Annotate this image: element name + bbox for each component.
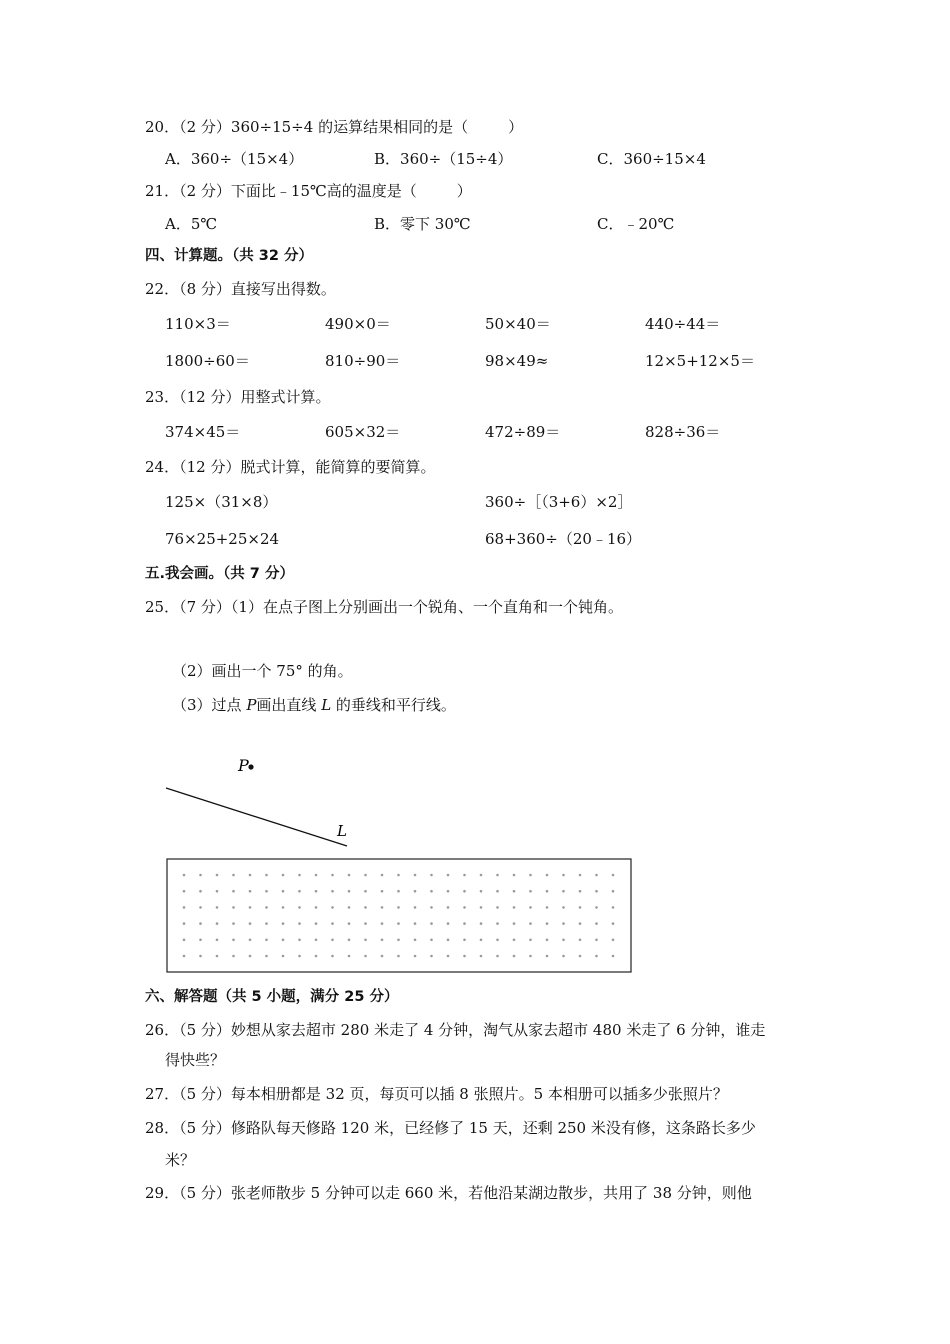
q22-item: 98×49≈ — [485, 352, 549, 370]
q20-option-c: C．360÷15×4 — [597, 150, 706, 168]
grid-dot — [315, 906, 318, 909]
q24-item: 68+360÷（20﹣16） — [485, 530, 642, 548]
grid-dot — [348, 906, 351, 909]
grid-dot — [529, 906, 532, 909]
grid-dot — [348, 874, 351, 877]
grid-dot — [529, 874, 532, 877]
grid-dot — [612, 874, 615, 877]
grid-dot — [265, 906, 268, 909]
grid-dot — [364, 922, 367, 925]
grid-dot — [595, 939, 598, 942]
grid-dot — [331, 939, 334, 942]
grid-dot — [348, 922, 351, 925]
section5-title: 五.我会画。（共 7 分） — [145, 566, 294, 582]
grid-dot — [298, 906, 301, 909]
grid-dot — [298, 922, 301, 925]
grid-dot — [397, 939, 400, 942]
grid-dot — [579, 874, 582, 877]
grid-dot — [249, 874, 252, 877]
grid-dot — [216, 922, 219, 925]
line-l-label: L — [337, 822, 347, 840]
grid-dot — [364, 874, 367, 877]
grid-dot — [397, 874, 400, 877]
q22-stem: 22．（8 分）直接写出得数。 — [145, 280, 336, 298]
grid-dot — [282, 922, 285, 925]
grid-dot — [496, 922, 499, 925]
q24-item: 125×（31×8） — [165, 493, 278, 511]
grid-dot — [397, 922, 400, 925]
q20-stem: 20．（2 分）360÷15÷4 的运算结果相同的是（ ） — [145, 118, 524, 136]
grid-dot — [298, 955, 301, 958]
grid-dot — [414, 939, 417, 942]
grid-dot — [529, 939, 532, 942]
grid-dot — [579, 922, 582, 925]
grid-dot — [612, 939, 615, 942]
grid-dot — [562, 874, 565, 877]
grid-dot — [447, 922, 450, 925]
grid-dot — [265, 955, 268, 958]
q22-item: 490×0＝ — [325, 315, 391, 333]
grid-dot — [513, 890, 516, 893]
grid-dot — [430, 890, 433, 893]
grid-dot — [397, 955, 400, 958]
q20-option-b: B．360÷（15÷4） — [374, 150, 513, 168]
grid-dot — [381, 955, 384, 958]
grid-dot — [414, 874, 417, 877]
grid-dot — [199, 922, 202, 925]
q24-item: 76×25+25×24 — [165, 530, 280, 548]
q25-part3: （3）过点 P画出直线 L 的垂线和平行线。 — [172, 696, 456, 714]
grid-dot — [496, 939, 499, 942]
q25-part2: （2）画出一个 75° 的角。 — [172, 662, 353, 680]
grid-dot — [331, 922, 334, 925]
grid-dot — [249, 906, 252, 909]
q22-item: 1800÷60＝ — [165, 352, 250, 370]
grid-dot — [513, 922, 516, 925]
grid-dot — [463, 922, 466, 925]
grid-dot — [348, 955, 351, 958]
grid-dot — [216, 939, 219, 942]
grid-dot — [579, 890, 582, 893]
q27-line1: 27．（5 分）每本相册都是 32 页，每页可以插 8 张照片。5 本相册可以插多少张照片？ — [145, 1085, 728, 1103]
grid-dot — [381, 906, 384, 909]
point-p-label: P — [238, 756, 249, 775]
grid-dot — [397, 906, 400, 909]
q22-item: 810÷90＝ — [325, 352, 401, 370]
grid-dot — [546, 955, 549, 958]
grid-dot — [430, 874, 433, 877]
grid-dot — [546, 874, 549, 877]
grid-dot — [265, 874, 268, 877]
grid-dot — [249, 939, 252, 942]
grid-dot — [414, 906, 417, 909]
grid-dot — [216, 874, 219, 877]
q23-item: 605×32＝ — [325, 423, 401, 441]
grid-dot — [265, 939, 268, 942]
grid-dot — [381, 890, 384, 893]
grid-dot — [447, 890, 450, 893]
grid-dot — [331, 890, 334, 893]
grid-dot — [463, 890, 466, 893]
section4-title: 四、计算题。（共 32 分） — [145, 248, 314, 264]
q22-item: 110×3＝ — [165, 315, 231, 333]
grid-dot — [232, 890, 235, 893]
grid-dot — [562, 906, 565, 909]
grid-dot — [183, 955, 186, 958]
grid-dot — [282, 955, 285, 958]
grid-dot — [249, 955, 252, 958]
grid-dot — [480, 890, 483, 893]
q24-stem: 24．（12 分）脱式计算，能简算的要简算。 — [145, 458, 436, 476]
grid-dot — [282, 906, 285, 909]
grid-dot — [529, 890, 532, 893]
grid-dot — [298, 939, 301, 942]
grid-dot — [529, 955, 532, 958]
grid-dot — [430, 906, 433, 909]
grid-dot — [282, 890, 285, 893]
q28-line1: 28．（5 分）修路队每天修路 120 米，已经修了 15 天，还剩 250 米没有修，这条路长多少 — [145, 1119, 756, 1137]
grid-dot — [216, 955, 219, 958]
grid-dot — [463, 874, 466, 877]
grid-dot — [496, 906, 499, 909]
grid-dot — [232, 906, 235, 909]
q25-stem: 25．（7 分）（1）在点子图上分别画出一个锐角、一个直角和一个钝角。 — [145, 598, 623, 616]
grid-dot — [562, 955, 565, 958]
grid-dot — [513, 939, 516, 942]
line-l — [166, 788, 347, 846]
section6-title: 六、解答题（共 5 小题，满分 25 分） — [145, 989, 399, 1005]
q26-line1: 26．（5 分）妙想从家去超市 280 米走了 4 分钟，淘气从家去超市 480 米走了 6 分钟，谁走 — [145, 1021, 766, 1039]
grid-dot — [232, 955, 235, 958]
grid-dot — [414, 890, 417, 893]
grid-dot — [430, 939, 433, 942]
grid-dot — [546, 922, 549, 925]
grid-dot — [513, 955, 516, 958]
q28-line2: 米？ — [165, 1151, 196, 1169]
grid-dot — [232, 874, 235, 877]
q21-option-a: A．5℃ — [165, 215, 218, 233]
grid-dot — [496, 874, 499, 877]
grid-dot — [183, 906, 186, 909]
grid-dot — [414, 922, 417, 925]
grid-dot — [529, 922, 532, 925]
grid-dot — [183, 939, 186, 942]
grid-dot — [298, 874, 301, 877]
grid-dot — [199, 890, 202, 893]
grid-dot — [315, 874, 318, 877]
grid-dot — [546, 939, 549, 942]
grid-dot — [249, 922, 252, 925]
q21-option-c: C．﹣20℃ — [597, 215, 675, 233]
grid-dot — [513, 906, 516, 909]
grid-dot — [397, 890, 400, 893]
grid-dot — [612, 890, 615, 893]
grid-dot — [364, 955, 367, 958]
grid-dot — [199, 955, 202, 958]
grid-dot — [480, 874, 483, 877]
q23-item: 828÷36＝ — [645, 423, 721, 441]
grid-dot — [199, 939, 202, 942]
grid-dot — [595, 955, 598, 958]
grid-dot — [480, 922, 483, 925]
grid-dot — [183, 922, 186, 925]
grid-dot — [546, 890, 549, 893]
grid-dot — [612, 955, 615, 958]
q21-stem: 21．（2 分）下面比﹣15℃高的温度是（ ） — [145, 182, 472, 200]
grid-dot — [480, 906, 483, 909]
grid-dot — [199, 906, 202, 909]
grid-dot — [348, 939, 351, 942]
grid-dot — [447, 955, 450, 958]
grid-dot — [546, 906, 549, 909]
grid-dot — [315, 939, 318, 942]
grid-dot — [381, 874, 384, 877]
grid-dot — [612, 922, 615, 925]
grid-dot — [595, 890, 598, 893]
grid-dot — [480, 939, 483, 942]
q20-option-a: A．360÷（15×4） — [165, 150, 304, 168]
grid-dot — [183, 874, 186, 877]
grid-dot — [331, 955, 334, 958]
grid-dot — [447, 939, 450, 942]
grid-dot — [381, 939, 384, 942]
grid-dot — [447, 906, 450, 909]
grid-dot — [513, 874, 516, 877]
grid-dot — [216, 890, 219, 893]
grid-dot — [282, 939, 285, 942]
grid-dot — [463, 906, 466, 909]
q24-item: 360÷［（3+6）×2］ — [485, 493, 633, 511]
grid-dot — [232, 922, 235, 925]
grid-dot — [265, 922, 268, 925]
grid-dot — [463, 939, 466, 942]
q22-item: 12×5+12×5＝ — [645, 352, 755, 370]
grid-dot — [249, 890, 252, 893]
grid-dot — [265, 890, 268, 893]
q23-stem: 23．（12 分）用整式计算。 — [145, 388, 331, 406]
q22-item: 50×40＝ — [485, 315, 551, 333]
grid-dot — [331, 874, 334, 877]
grid-dot — [216, 906, 219, 909]
grid-dot — [348, 890, 351, 893]
grid-dot — [579, 955, 582, 958]
grid-dot — [364, 906, 367, 909]
grid-dot — [562, 922, 565, 925]
grid-dot — [612, 906, 615, 909]
q22-item: 440÷44＝ — [645, 315, 721, 333]
dot-grid — [183, 874, 615, 958]
grid-dot — [183, 890, 186, 893]
grid-dot — [298, 890, 301, 893]
grid-dot — [595, 922, 598, 925]
grid-dot — [562, 939, 565, 942]
grid-dot — [364, 939, 367, 942]
grid-dot — [315, 890, 318, 893]
grid-dot — [430, 955, 433, 958]
grid-dot — [562, 890, 565, 893]
grid-dot — [496, 955, 499, 958]
grid-dot — [315, 922, 318, 925]
grid-dot — [381, 922, 384, 925]
point-p — [248, 764, 253, 769]
q23-item: 472÷89＝ — [485, 423, 561, 441]
grid-dot — [199, 874, 202, 877]
grid-dot — [463, 955, 466, 958]
q26-line2: 得快些？ — [165, 1051, 226, 1069]
grid-dot — [579, 906, 582, 909]
grid-dot — [595, 906, 598, 909]
q23-item: 374×45＝ — [165, 423, 241, 441]
grid-dot — [331, 906, 334, 909]
grid-dot — [315, 955, 318, 958]
grid-dot — [480, 955, 483, 958]
grid-dot — [496, 890, 499, 893]
grid-dot — [447, 874, 450, 877]
grid-dot — [232, 939, 235, 942]
q29-line1: 29．（5 分）张老师散步 5 分钟可以走 660 米，若他沿某湖边散步，共用了 38 分钟，则他 — [145, 1184, 752, 1202]
grid-dot — [579, 939, 582, 942]
grid-dot — [364, 890, 367, 893]
grid-dot — [430, 922, 433, 925]
grid-dot — [595, 874, 598, 877]
q21-option-b: B．零下 30℃ — [374, 215, 471, 233]
grid-dot — [282, 874, 285, 877]
grid-dot — [414, 955, 417, 958]
